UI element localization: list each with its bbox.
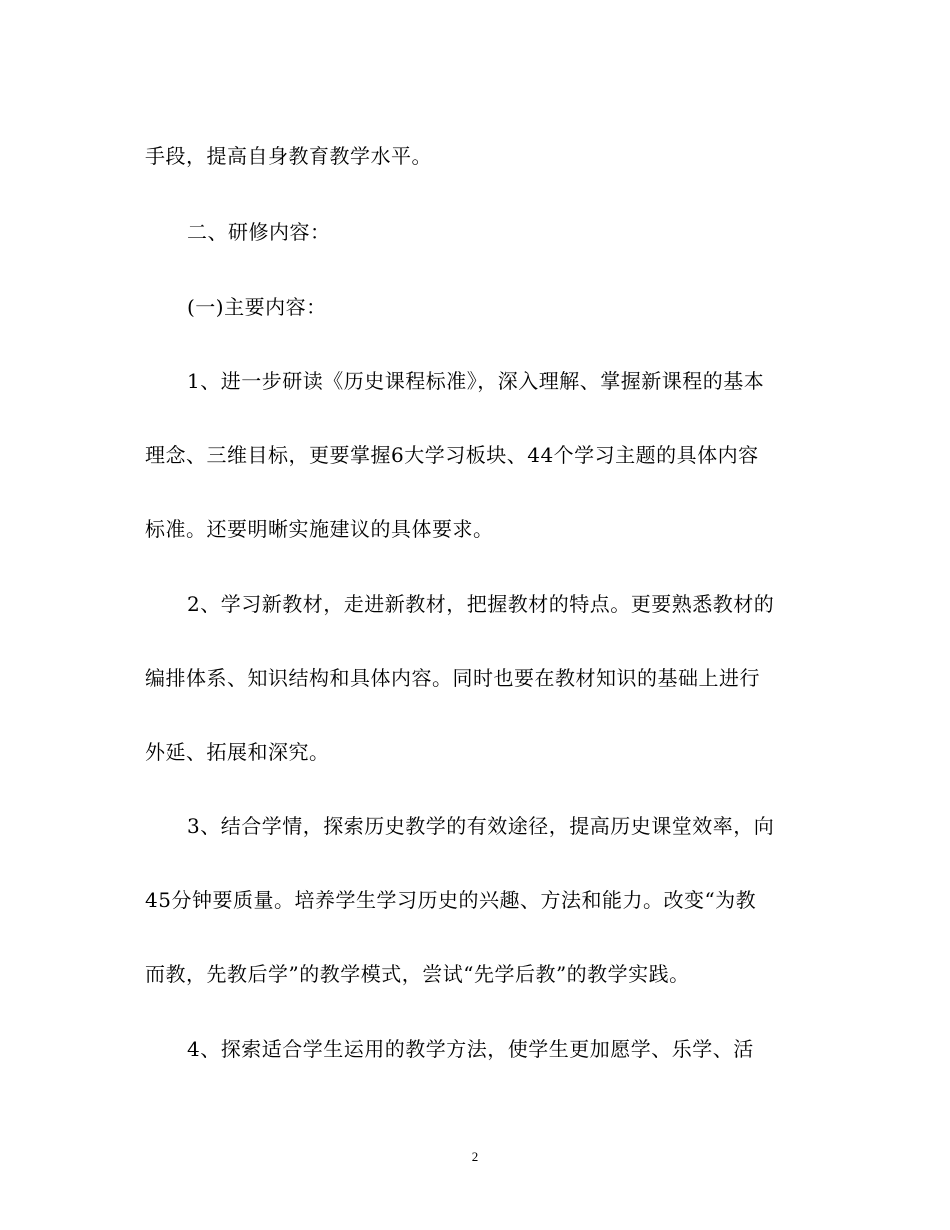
paragraph-line: 标准。还要明晰实施建议的具体要求。 bbox=[145, 517, 494, 541]
paragraph-line: 4、探索适合学生运用的教学方法，使学生更加愿学、乐学、活 bbox=[187, 1037, 754, 1061]
paragraph-line: 手段，提高自身教育教学水平。 bbox=[145, 144, 432, 168]
paragraph-line: 1、进一步研读《历史课程标准》，深入理解、掌握新课程的基本 bbox=[187, 369, 765, 393]
paragraph-line: 编排体系、知识结构和具体内容。同时也要在教材知识的基础上进行 bbox=[145, 666, 760, 690]
paragraph-line: 45分钟要质量。培养学生学习历史的兴趣、方法和能力。改变“为教 bbox=[145, 888, 757, 912]
paragraph-line: 外延、拓展和深究。 bbox=[145, 740, 330, 764]
section-heading: 二、研修内容： bbox=[187, 220, 331, 244]
paragraph-line: 理念、三维目标，更要掌握6大学习板块、44个学习主题的具体内容 bbox=[145, 443, 759, 467]
subsection-heading: (一)主要内容： bbox=[187, 295, 327, 319]
paragraph-line: 2、学习新教材，走进新教材，把握教材的特点。更要熟悉教材的 bbox=[187, 592, 775, 616]
paragraph-line: 而教，先教后学”的教学模式，尝试“先学后教”的教学实践。 bbox=[145, 962, 690, 986]
paragraph-line: 3、结合学情，探索历史教学的有效途径，提高历史课堂效率，向 bbox=[187, 814, 775, 838]
page-number: 2 bbox=[471, 1149, 479, 1164]
